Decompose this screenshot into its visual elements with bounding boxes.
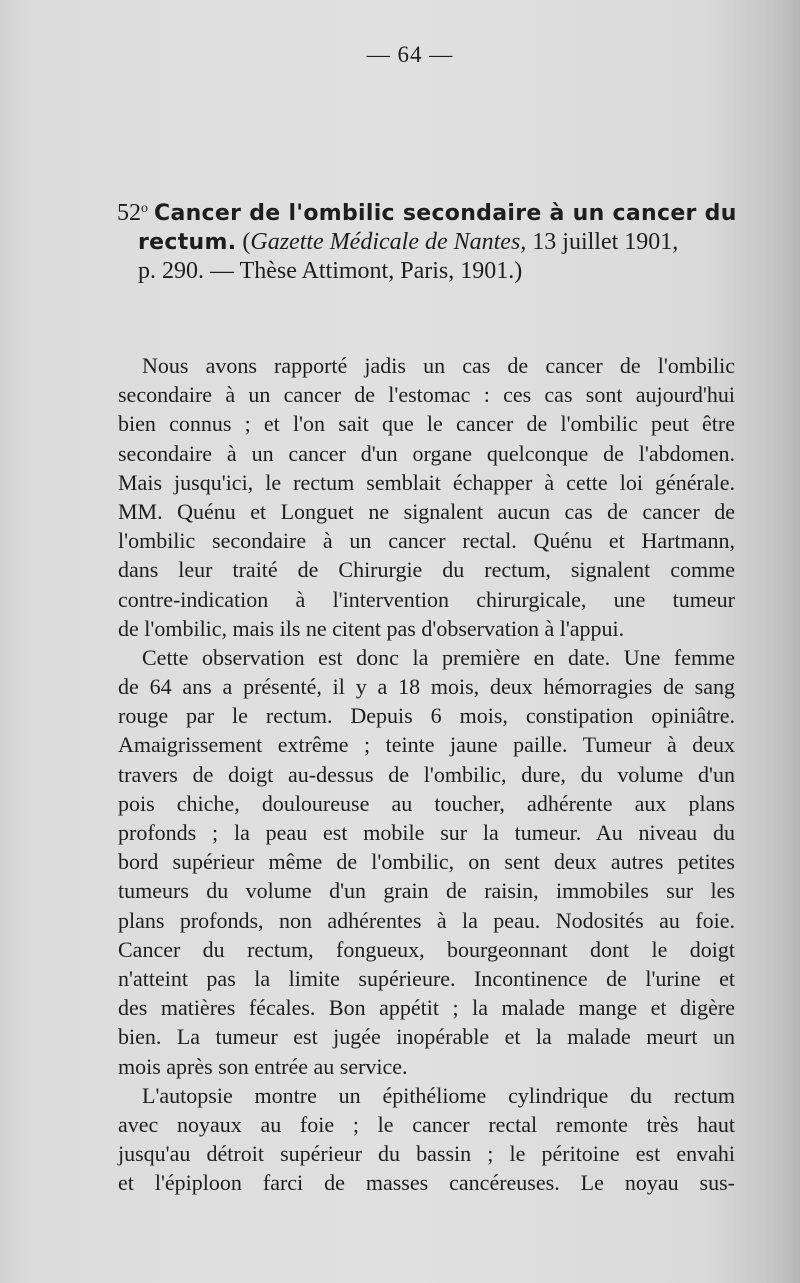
body-text [118,351,735,1197]
section-title-part-1: Cancer de l'ombilic secondaire à un cancer du [154,201,737,226]
paragraph-2 [118,643,735,1081]
text-line: secondaire à un cancer d'un organe quelconque de l'abdomen. [118,440,735,466]
text-line: Amaigrissement extrême ; teinte jaune paille. Tumeur à deux [118,732,735,758]
text-line: n'atteint pas la limite supérieure. Incontinence de l'urine et [118,965,735,991]
text-line: tumeurs du volume d'un grain de raisin, immobiles sur les [118,878,735,904]
text-line: Cancer du rectum, fongueux, bourgeonnant dont le doigt [118,936,735,962]
text-line: l'ombilic secondaire à un cancer rectal. Quénu et Hartmann, [118,528,735,554]
text-line: avec noyaux au foie ; le cancer rectal remonte très haut [118,1111,735,1137]
text-line: de 64 ans a présenté, il y a 18 mois, deux hémorragies de sang [118,674,735,700]
section-title-part-2: rectum. [138,230,237,255]
text-line: plans profonds, non adhérentes à la peau. Nodosités au foie. [118,907,735,933]
text-line: pois chiche, douloureuse au toucher, adhérente aux plans [118,790,735,816]
section-number-suffix: o [141,201,148,216]
text-line: profonds ; la peau est mobile sur la tumeur. Au niveau du [118,820,735,845]
text-line: bord supérieur même de l'ombilic, on sent deux autres petites [118,849,735,875]
source-journal: Gazette Médicale de Nantes, [250,229,527,255]
section-heading-line-2 [117,228,731,257]
text-line: rouge par le rectum. Depuis 6 mois, constipation opiniâtre. [118,703,735,729]
text-line: L'autopsie montre un épithéliome cylindrique du rectum [142,1082,735,1108]
text-line: de l'ombilic, mais ils ne citent pas d'observation à l'appui. [118,615,625,641]
text-line: MM. Quénu et Longuet ne signalent aucun cas de cancer de [118,498,735,524]
text-line: bien. La tumeur est jugée inopérable et la malade meurt un [118,1024,735,1050]
text-line: travers de doigt au-dessus de l'ombilic, dure, du volume d'un [118,761,735,787]
source-open-paren: ( [242,229,251,255]
paragraph-1 [118,351,735,643]
section-heading-line-1 [117,194,737,228]
source-date: 13 juillet 1901, [532,229,679,255]
text-line: et l'épiploon farci de masses cancéreuses. Le noyau sus- [118,1170,735,1196]
text-line: Mais jusqu'ici, le rectum semblait échapper à cette loi générale. [118,469,735,495]
text-line: mois après son entrée au service. [118,1053,408,1079]
paragraph-3 [118,1081,735,1198]
text-line: secondaire à un cancer de l'estomac : ces cas sont aujourd'hui [118,382,735,408]
text-line: bien connus ; et l'on sait que le cancer de l'ombilic peut être [118,411,735,437]
section-number [117,200,148,226]
text-line: Cette observation est donc la première en date. Une femme [142,644,735,670]
text-line: Nous avons rapporté jadis un cas de cancer de l'ombilic [142,353,735,378]
text-line: jusqu'au détroit supérieur du bassin ; le péritoine est envahi [118,1141,735,1167]
text-line: contre-indication à l'intervention chirurgicale, une tumeur [118,586,735,612]
page-number: — 64 — [366,42,454,67]
section-heading-line-3: p. 290. — Thèse Attimont, Paris, 1901.) [138,258,523,284]
section-number-value: 52 [117,200,141,226]
text-line: des matières fécales. Bon appétit ; la malade mange et digère [118,995,735,1021]
section-heading [117,194,737,286]
text-line: dans leur traité de Chirurgie du rectum, signalent comme [118,557,735,583]
